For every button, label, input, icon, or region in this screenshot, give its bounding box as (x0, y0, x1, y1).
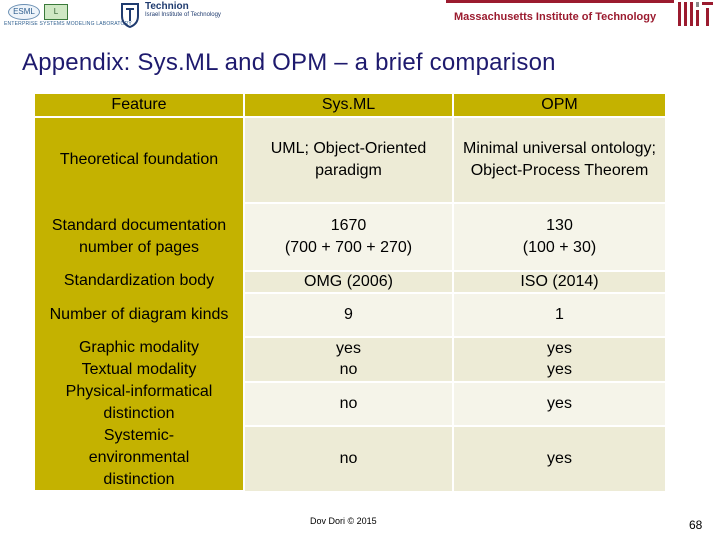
esml-logo-caption: ENTERPRISE SYSTEMS MODELING LABORATORY (4, 21, 132, 27)
technion-subtitle: Israel Institute of Technology (145, 12, 221, 18)
table-row-sysml: UML; Object-Oriented paradigm (245, 118, 452, 202)
table-row-opm: yes (454, 359, 665, 381)
mit-monogram-icon (678, 2, 714, 28)
esml-logo (4, 2, 132, 32)
table-row-sysml: no (245, 359, 452, 381)
table-row-feature: Theoretical foundation (59, 151, 219, 168)
table-row-opm: yes (454, 383, 665, 425)
table-row-feature: Physical-informatical distinction (65, 383, 213, 422)
table-row-opm: yes (454, 338, 665, 359)
table-row-feature: Systemic-environmental distinction (88, 427, 190, 488)
table-row-sysml: yes (245, 338, 452, 359)
table-row-opm: ISO (2014) (454, 272, 665, 292)
esml-logo-mark: ESML (8, 4, 40, 20)
technion-emblem-icon (120, 2, 140, 28)
table-row-sysml: 9 (245, 294, 452, 336)
table-row-feature: Graphic modality (78, 339, 200, 356)
mit-logo (446, 0, 716, 32)
table-row-feature: Textual modality (81, 361, 197, 378)
mit-name: Massachusetts Institute of Technology (454, 11, 657, 23)
footer-credit: Dov Dori © 2015 (310, 516, 377, 526)
mit-logo-bar (446, 0, 674, 3)
page-number: 68 (689, 518, 703, 532)
table-row-feature: Number of diagram kinds (49, 306, 229, 323)
table-row-opm: yes (454, 427, 665, 491)
esml-logo-l-mark: L (44, 4, 68, 20)
page-title: Appendix: Sys.ML and OPM – a brief comparison (22, 49, 556, 76)
table-row-opm: 1 (454, 294, 665, 336)
table-header-sysml: Sys.ML (245, 94, 452, 116)
table-row-sysml: no (245, 383, 452, 425)
table-header-feature: Feature (35, 94, 243, 116)
table-row-sysml: 1670 (700 + 700 + 270) (245, 204, 452, 270)
table-row-opm: Minimal universal ontology; Object-Process Theorem (454, 118, 665, 202)
table-row-sysml: no (245, 427, 452, 491)
table-row-sysml: OMG (2006) (245, 272, 452, 292)
table-row-opm: 130 (100 + 30) (454, 204, 665, 270)
table-row-feature: Standard documentation number of pages (51, 217, 227, 256)
technion-name: Technion (145, 1, 189, 12)
technion-logo (118, 0, 228, 32)
table-header-opm: OPM (454, 94, 665, 116)
table-row-feature: Standardization body (63, 272, 215, 289)
